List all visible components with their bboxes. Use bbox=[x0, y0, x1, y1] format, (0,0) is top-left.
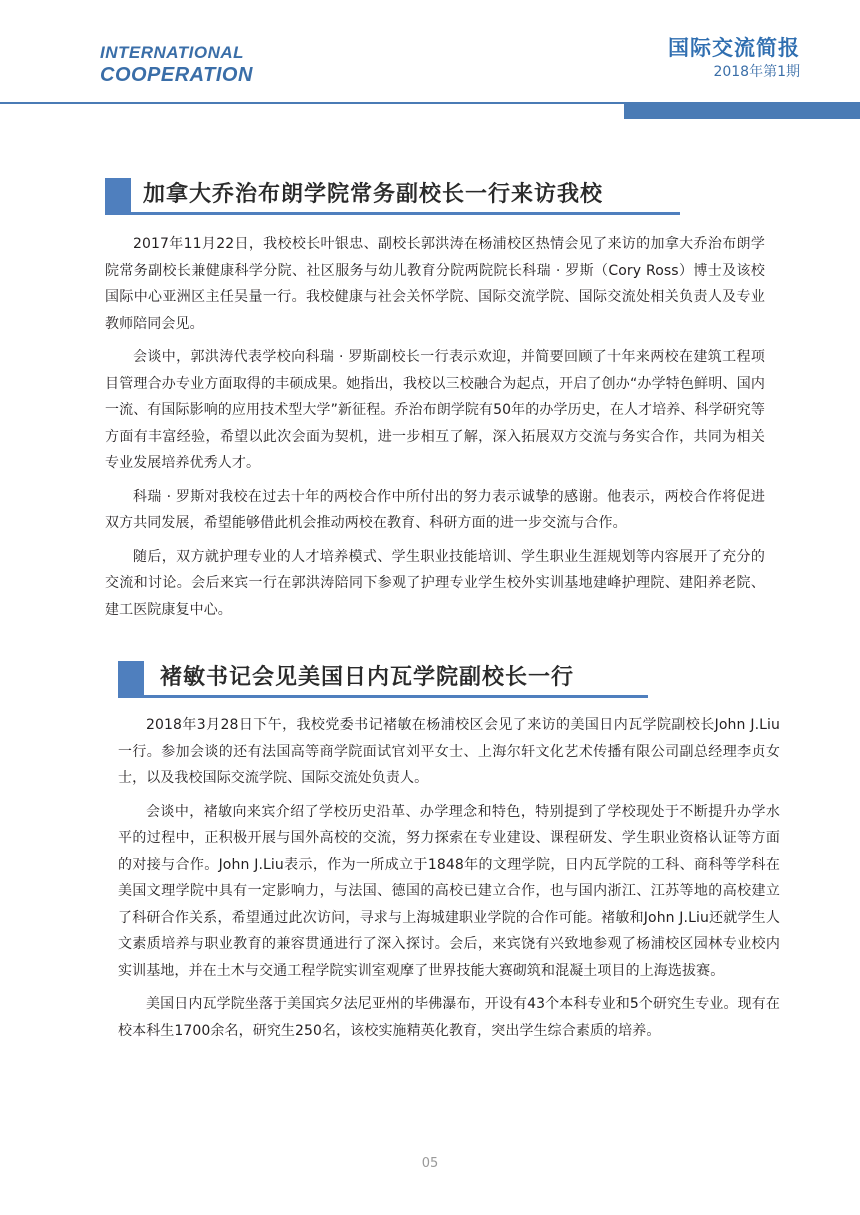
paragraph: 会谈中，郭洪涛代表学校向科瑞 · 罗斯副校长一行表示欢迎，并简要回顾了十年来两校在建筑工程项目管理合办专业方面取得的丰硕成果。她指出，我校以三校融合为起点，开启了创办“办学特色鲜明、国内一流、有国际影响的应用技术型大学”新征程。乔治布朗学院有50年的办学历史，在人才培养、科学研究等方面有丰富经验，希望以此次会面为契机，进一步相互了解，深入拓展双方交流与务实合作，共同为相关专业发展培养优秀人才。 bbox=[105, 349, 765, 471]
heading-underline bbox=[118, 695, 648, 698]
section-body bbox=[105, 231, 765, 630]
publication-title: 国际交流简报 bbox=[668, 36, 800, 60]
paragraph: 美国日内瓦学院坐落于美国宾夕法尼亚州的毕佛瀑布，开设有43个本科专业和5个研究生专业。现有在校本科生1700余名，研究生250名，该校实施精英化教育，突出学生综合素质的培养。 bbox=[118, 996, 780, 1039]
brand-line-2: COOPERATION bbox=[100, 64, 253, 86]
page-number: 05 bbox=[421, 1156, 439, 1171]
paragraph: 2018年3月28日下午，我校党委书记褚敏在杨浦校区会见了来访的美国日内瓦学院副校长John J.Liu一行。参加会谈的还有法国高等商学院面试官刘平女士、上海尔轩文化艺术传播有限公司副总经理李贞女士，以及我校国际交流学院、国际交流处负责人。 bbox=[118, 717, 780, 786]
section-heading bbox=[118, 661, 648, 698]
paragraph: 会谈中，褚敏向来宾介绍了学校历史沿革、办学理念和特色，特别提到了学校现处于不断提升办学水平的过程中，正积极开展与国外高校的交流，努力探索在专业建设、课程研发、学生职业资格认证等方面的对接与合作。John J.Liu表示，作为一所成立于1848年的文理学院，日内瓦学院的工科、商科等学科在美国文理学院中具有一定影响力，与法国、德国的高校已建立合作，也与国内浙江、江苏等地的高校建立了科研合作关系，希望通过此次访问，寻求与上海城建职业学院的合作可能。褚敏和John J.Liu还就学生人文素质培养与职业教育的兼容贯通进行了深入探讨。会后，来宾饶有兴致地参观了杨浦校区园林专业校内实训基地，并在土木与交通工程学院实训室观摩了世界技能大赛砌筑和混凝土项目的上海选拔赛。 bbox=[118, 803, 780, 979]
paragraph: 2017年11月22日，我校校长叶银忠、副校长郭洪涛在杨浦校区热情会见了来访的加拿大乔治布朗学院常务副校长兼健康科学分院、社区服务与幼儿教育分院两院院长科瑞 · 罗斯（Cory Ross）博士及该校国际中心亚洲区主任吴量一行。我校健康与社会关怀学院、国际交流学院、国际交流处相关负责人及专业教师陪同会见。 bbox=[105, 236, 765, 332]
issue-label: 2018年第1期 bbox=[713, 64, 800, 80]
brand-line-1: INTERNATIONAL bbox=[100, 43, 245, 62]
heading-marker bbox=[118, 661, 144, 698]
publication-header bbox=[668, 38, 800, 79]
section-title: 褚敏书记会见美国日内瓦学院副校长一行 bbox=[160, 665, 575, 690]
heading-marker bbox=[105, 178, 131, 215]
brand-logo bbox=[100, 44, 253, 85]
paragraph: 科瑞 · 罗斯对我校在过去十年的两校合作中所付出的努力表示诚挚的感谢。他表示，两校合作将促进双方共同发展，希望能够借此机会推动两校在教育、科研方面的进一步交流与合作。 bbox=[105, 488, 765, 531]
section-body bbox=[118, 712, 780, 1051]
header-accent-bar bbox=[624, 102, 860, 119]
section-heading bbox=[105, 178, 680, 215]
section-title: 加拿大乔治布朗学院常务副校长一行来访我校 bbox=[143, 182, 604, 207]
heading-underline bbox=[105, 212, 680, 215]
paragraph: 随后，双方就护理专业的人才培养模式、学生职业技能培训、学生职业生涯规划等内容展开了充分的交流和讨论。会后来宾一行在郭洪涛陪同下参观了护理专业学生校外实训基地建峰护理院、建阳养老院、建工医院康复中心。 bbox=[105, 548, 765, 618]
